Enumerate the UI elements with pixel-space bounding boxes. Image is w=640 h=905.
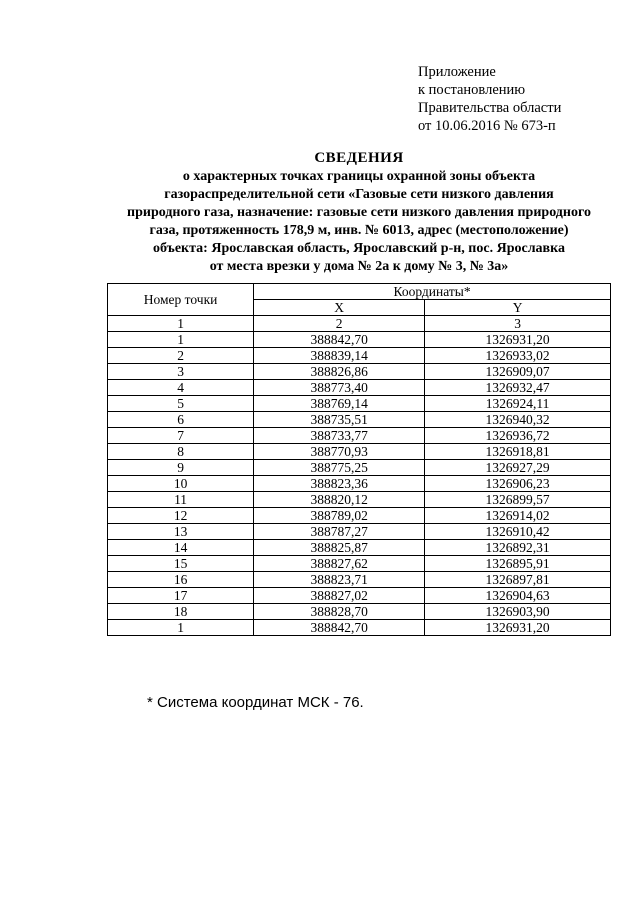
x-coordinate-cell: 388842,70 (254, 332, 425, 348)
y-coordinate-cell: 1326924,11 (425, 396, 611, 412)
appendix-line: от 10.06.2016 № 673-п (418, 118, 556, 134)
appendix-line: Приложение (418, 64, 496, 80)
point-number-cell: 5 (108, 396, 254, 412)
x-coordinate-cell: 388826,86 (254, 364, 425, 380)
x-coordinate-cell: 388773,40 (254, 380, 425, 396)
point-number-cell: 7 (108, 428, 254, 444)
y-coordinate-cell: 1326918,81 (425, 444, 611, 460)
table-row (108, 412, 611, 428)
x-coordinate-cell: 388789,02 (254, 508, 425, 524)
point-number-cell: 8 (108, 444, 254, 460)
title-line: объекта: Ярославская область, Ярославский р-н, пос. Ярославка (153, 241, 565, 256)
x-coordinate-cell: 388827,02 (254, 588, 425, 604)
y-coordinate-cell: 1326936,72 (425, 428, 611, 444)
table-row (108, 444, 611, 460)
point-number-cell: 17 (108, 588, 254, 604)
table-row (108, 540, 611, 556)
table-row (108, 524, 611, 540)
x-coordinate-cell: 388820,12 (254, 492, 425, 508)
y-coordinate-cell: 1326899,57 (425, 492, 611, 508)
point-number-cell: 13 (108, 524, 254, 540)
column-number: 3 (425, 316, 611, 332)
point-number-cell: 6 (108, 412, 254, 428)
table-row (108, 572, 611, 588)
table-row (108, 508, 611, 524)
table-row (108, 348, 611, 364)
y-coordinate-cell: 1326904,63 (425, 588, 611, 604)
table-row (108, 588, 611, 604)
table-row (108, 476, 611, 492)
table-row (108, 332, 611, 348)
point-number-cell: 11 (108, 492, 254, 508)
point-number-cell: 1 (108, 332, 254, 348)
header-x: X (254, 300, 425, 316)
x-coordinate-cell: 388823,71 (254, 572, 425, 588)
point-number-cell: 9 (108, 460, 254, 476)
x-coordinate-cell: 388735,51 (254, 412, 425, 428)
table-row (108, 428, 611, 444)
y-coordinate-cell: 1326931,20 (425, 620, 611, 636)
x-coordinate-cell: 388825,87 (254, 540, 425, 556)
point-number-cell: 4 (108, 380, 254, 396)
footnote: * Система координат МСК - 76. (147, 694, 364, 711)
column-number: 1 (108, 316, 254, 332)
x-coordinate-cell: 388769,14 (254, 396, 425, 412)
point-number-cell: 14 (108, 540, 254, 556)
table-row (108, 620, 611, 636)
x-coordinate-cell: 388842,70 (254, 620, 425, 636)
point-number-cell: 2 (108, 348, 254, 364)
x-coordinate-cell: 388839,14 (254, 348, 425, 364)
coordinates-table (107, 283, 611, 636)
y-coordinate-cell: 1326909,07 (425, 364, 611, 380)
y-coordinate-cell: 1326932,47 (425, 380, 611, 396)
y-coordinate-cell: 1326892,31 (425, 540, 611, 556)
table-body (108, 332, 611, 636)
y-coordinate-cell: 1326931,20 (425, 332, 611, 348)
x-coordinate-cell: 388733,77 (254, 428, 425, 444)
y-coordinate-cell: 1326910,42 (425, 524, 611, 540)
document-title (92, 149, 626, 276)
title-line: природного газа, назначение: газовые сети низкого давления природного (127, 205, 591, 220)
title-line: газа, протяженность 178,9 м, инв. № 6013, адрес (местоположение) (149, 223, 569, 238)
x-coordinate-cell: 388823,36 (254, 476, 425, 492)
appendix-block (418, 63, 561, 135)
title-heading: СВЕДЕНИЯ (314, 150, 404, 166)
title-line: о характерных точках границы охранной зоны объекта (182, 169, 536, 184)
table-row (108, 556, 611, 572)
table-row (108, 364, 611, 380)
point-number-cell: 3 (108, 364, 254, 380)
title-line: от места врезки у дома № 2а к дому № 3, № 3а» (209, 259, 509, 274)
y-coordinate-cell: 1326940,32 (425, 412, 611, 428)
y-coordinate-cell: 1326895,91 (425, 556, 611, 572)
point-number-cell: 16 (108, 572, 254, 588)
point-number-cell: 15 (108, 556, 254, 572)
header-point-number: Номер точки (108, 284, 254, 316)
table-row (108, 460, 611, 476)
table-row (108, 396, 611, 412)
table-row (108, 604, 611, 620)
y-coordinate-cell: 1326906,23 (425, 476, 611, 492)
y-coordinate-cell: 1326933,02 (425, 348, 611, 364)
x-coordinate-cell: 388787,27 (254, 524, 425, 540)
y-coordinate-cell: 1326897,81 (425, 572, 611, 588)
title-line: газораспределительной сети «Газовые сети низкого давления (164, 187, 554, 202)
y-coordinate-cell: 1326914,02 (425, 508, 611, 524)
x-coordinate-cell: 388770,93 (254, 444, 425, 460)
appendix-line: Правительства области (418, 100, 562, 116)
table-row (108, 380, 611, 396)
x-coordinate-cell: 388828,70 (254, 604, 425, 620)
header-coordinates: Координаты* (254, 284, 611, 300)
point-number-cell: 10 (108, 476, 254, 492)
y-coordinate-cell: 1326903,90 (425, 604, 611, 620)
column-number: 2 (254, 316, 425, 332)
point-number-cell: 1 (108, 620, 254, 636)
table-row (108, 492, 611, 508)
x-coordinate-cell: 388827,62 (254, 556, 425, 572)
point-number-cell: 18 (108, 604, 254, 620)
point-number-cell: 12 (108, 508, 254, 524)
x-coordinate-cell: 388775,25 (254, 460, 425, 476)
y-coordinate-cell: 1326927,29 (425, 460, 611, 476)
appendix-line: к постановлению (418, 82, 526, 98)
header-y: Y (425, 300, 611, 316)
